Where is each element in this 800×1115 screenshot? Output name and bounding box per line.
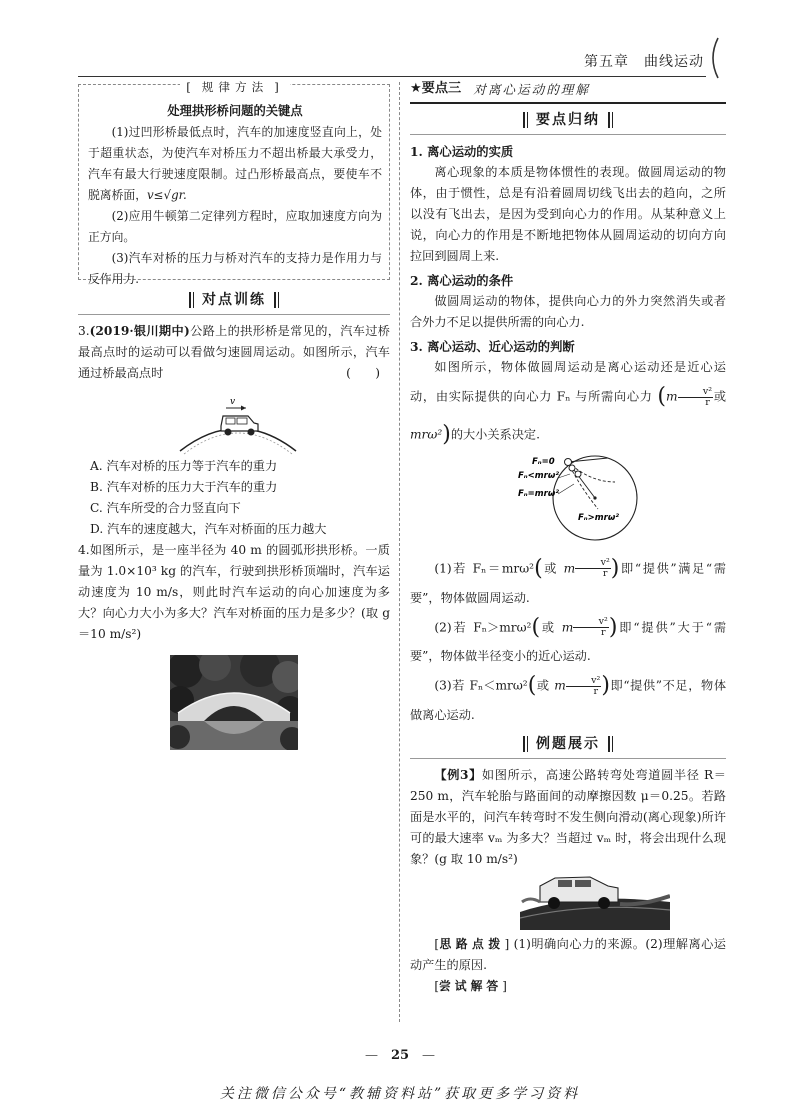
centrifugal-motion-diagram (410, 454, 726, 546)
methods-point-2: (2)应用牛顿第二定律列方程时，应取加速度方向为正方向。 (88, 209, 382, 245)
example-heading: 例题展示 (410, 732, 726, 756)
left-column (78, 78, 390, 750)
q3-option-a: A. 汽车对桥的压力等于汽车的重力 (90, 459, 278, 474)
question-4: 4.如图所示，是一座半径为 40 m 的圆弧形拱形桥。一质量为 1.0×10³ kg 的汽车，行驶到拱形桥顶端时，汽车运动速度为 10 m/s，则此时汽车运动的向心加速度为多大？向心力大小为多大？汽车对桥面的压力是多少？(取 g＝10 m/s²) (78, 542, 390, 641)
formula-v-le-sqrt-gr: v≤√gr. (147, 188, 187, 203)
methods-title: 处理拱形桥问题的关键点 (167, 102, 303, 118)
hint-tag: [思路点拨] (434, 937, 510, 952)
hint: [思路点拨] (1)明确向心力的来源。(2)理解离心运动产生的原因. (410, 937, 726, 973)
methods-box (78, 80, 390, 287)
question-3: 3.(2019·银川期中)公路上的拱形桥是常见的，汽车过桥最高点时的运动可以看做匀速圆周运动。如图所示，汽车通过桥最高点时 ( ) (78, 321, 390, 384)
label-fn-less: Fₙ<mrω² (518, 470, 559, 481)
chapter-title: 第五章 曲线运动 (584, 54, 704, 70)
arch-bridge-car-figure (78, 386, 390, 456)
velocity-label: v (230, 397, 236, 408)
q3-option-c: C. 汽车所受的合力竖直向下 (90, 501, 241, 515)
keypoint-title: 对离心运动的理解 (473, 81, 590, 97)
methods-tag: [ 规律方法 ] (180, 80, 289, 94)
fraction-v2-over-r: $\frac{\text{v²}}{r}$ (678, 387, 714, 408)
q3-option-d: D. 汽车的速度越大，汽车对桥面的压力越大 (90, 521, 327, 536)
car-skid-photo (520, 872, 670, 930)
section-1-title: 1. 离心运动的实质 (410, 143, 514, 159)
column-divider (399, 82, 400, 1022)
wechat-footer-note: 关注微信公众号“教辅资料站”获取更多学习资料 (219, 1086, 581, 1102)
methods-point-3: (3)汽车对桥的压力与桥对汽车的支持力是作用力与反作用力. (88, 251, 382, 287)
example-label: 【例3】 (434, 768, 482, 783)
case-1: (1)若 Fₙ＝mrω²(或 m $\frac{\text{v²}}{r}$ )即“提供”满足“需要”，物体做圆周运动. (410, 555, 726, 605)
summary-heading: 要点归纳 (410, 108, 726, 132)
try-answer (410, 976, 726, 997)
case-3: (3)若 Fₙ＜mrω²(或 m $\frac{\text{v²}}{r}$ )即“提供”不足，物体做离心运动. (410, 673, 727, 723)
question-3-source: (2019·银川期中) (89, 324, 190, 339)
example-3: 【例3】如图所示，高速公路转弯处弯道圆半径 R＝250 m，汽车轮胎与路面间的动摩擦因数 μ＝0.25。若路面是水平的，问汽车转弯时不发生侧向滑动(离心现象)所许可的最大速率 vₘ 为多大？当超过 vₘ 时，将会出现什么现象？(g 取 10 m/s²) (410, 768, 726, 867)
answer-blank: ( ) (346, 366, 380, 381)
keypoint-label: 要点三 (421, 81, 462, 96)
methods-point-1: (1)过凹形桥最低点时，汽车的加速度竖直向上，处于超重状态，为使汽车对桥压力不超出桥最大承受力，汽车有最大行驶速度限制。过凸形桥最高点，要使车不脱离桥面，v≤√gr. (88, 125, 382, 203)
right-column (410, 78, 726, 997)
page-number: — 25 — (364, 1048, 436, 1063)
stone-bridge-photo (170, 655, 298, 750)
section-2-text: 做圆周运动的物体，提供向心力的外力突然消失或者合外力不足以提供所需的向心力. (410, 293, 726, 329)
practice-heading: 对点训练 (78, 288, 390, 312)
star-icon: ★ (410, 81, 422, 97)
q3-option-b: B. 汽车对桥的压力大于汽车的重力 (90, 480, 278, 495)
try-answer-tag: [尝试解答] (434, 979, 507, 994)
summary-rule (410, 134, 726, 135)
section-3-title: 3. 离心运动、近心运动的判断 (410, 338, 575, 354)
keypoint-rule (410, 102, 726, 104)
section-1-text: 离心现象的本质是物体惯性的表现。做圆周运动的物体，由于惯性，总是有沿着圆周切线飞出去的趋向，之所以没有飞出去，是因为受到向心力的作用。从某种意义上说，向心力的作用是不断地把物体从圆周运动的切向方向拉回到圆周上来. (410, 164, 726, 263)
practice-rule (78, 314, 390, 315)
label-fn-equal: Fₙ=mrω² (518, 488, 559, 499)
label-fn-zero: Fₙ=0 (532, 456, 555, 467)
example-rule (410, 758, 726, 759)
car-icon (221, 416, 258, 436)
chapter-bracket-decoration (706, 36, 722, 80)
section-2-title: 2. 离心运动的条件 (410, 272, 514, 288)
label-fn-greater: Fₙ>mrω² (578, 512, 619, 523)
case-2: (2)若 Fₙ＞mrω²(或 m $\frac{\text{v²}}{r}$ )即“提供”大于“需要”，物体做半径变小的近心运动. (410, 614, 727, 664)
section-3-text: 如图所示，物体做圆周运动是离心运动还是近心运动，由实际提供的向心力 Fₙ 与所需向心力 (m $\frac{\text{v²}}{r}$ 或 mrω²)的大小关系决定. (410, 360, 727, 447)
keypoint-header (410, 78, 726, 101)
